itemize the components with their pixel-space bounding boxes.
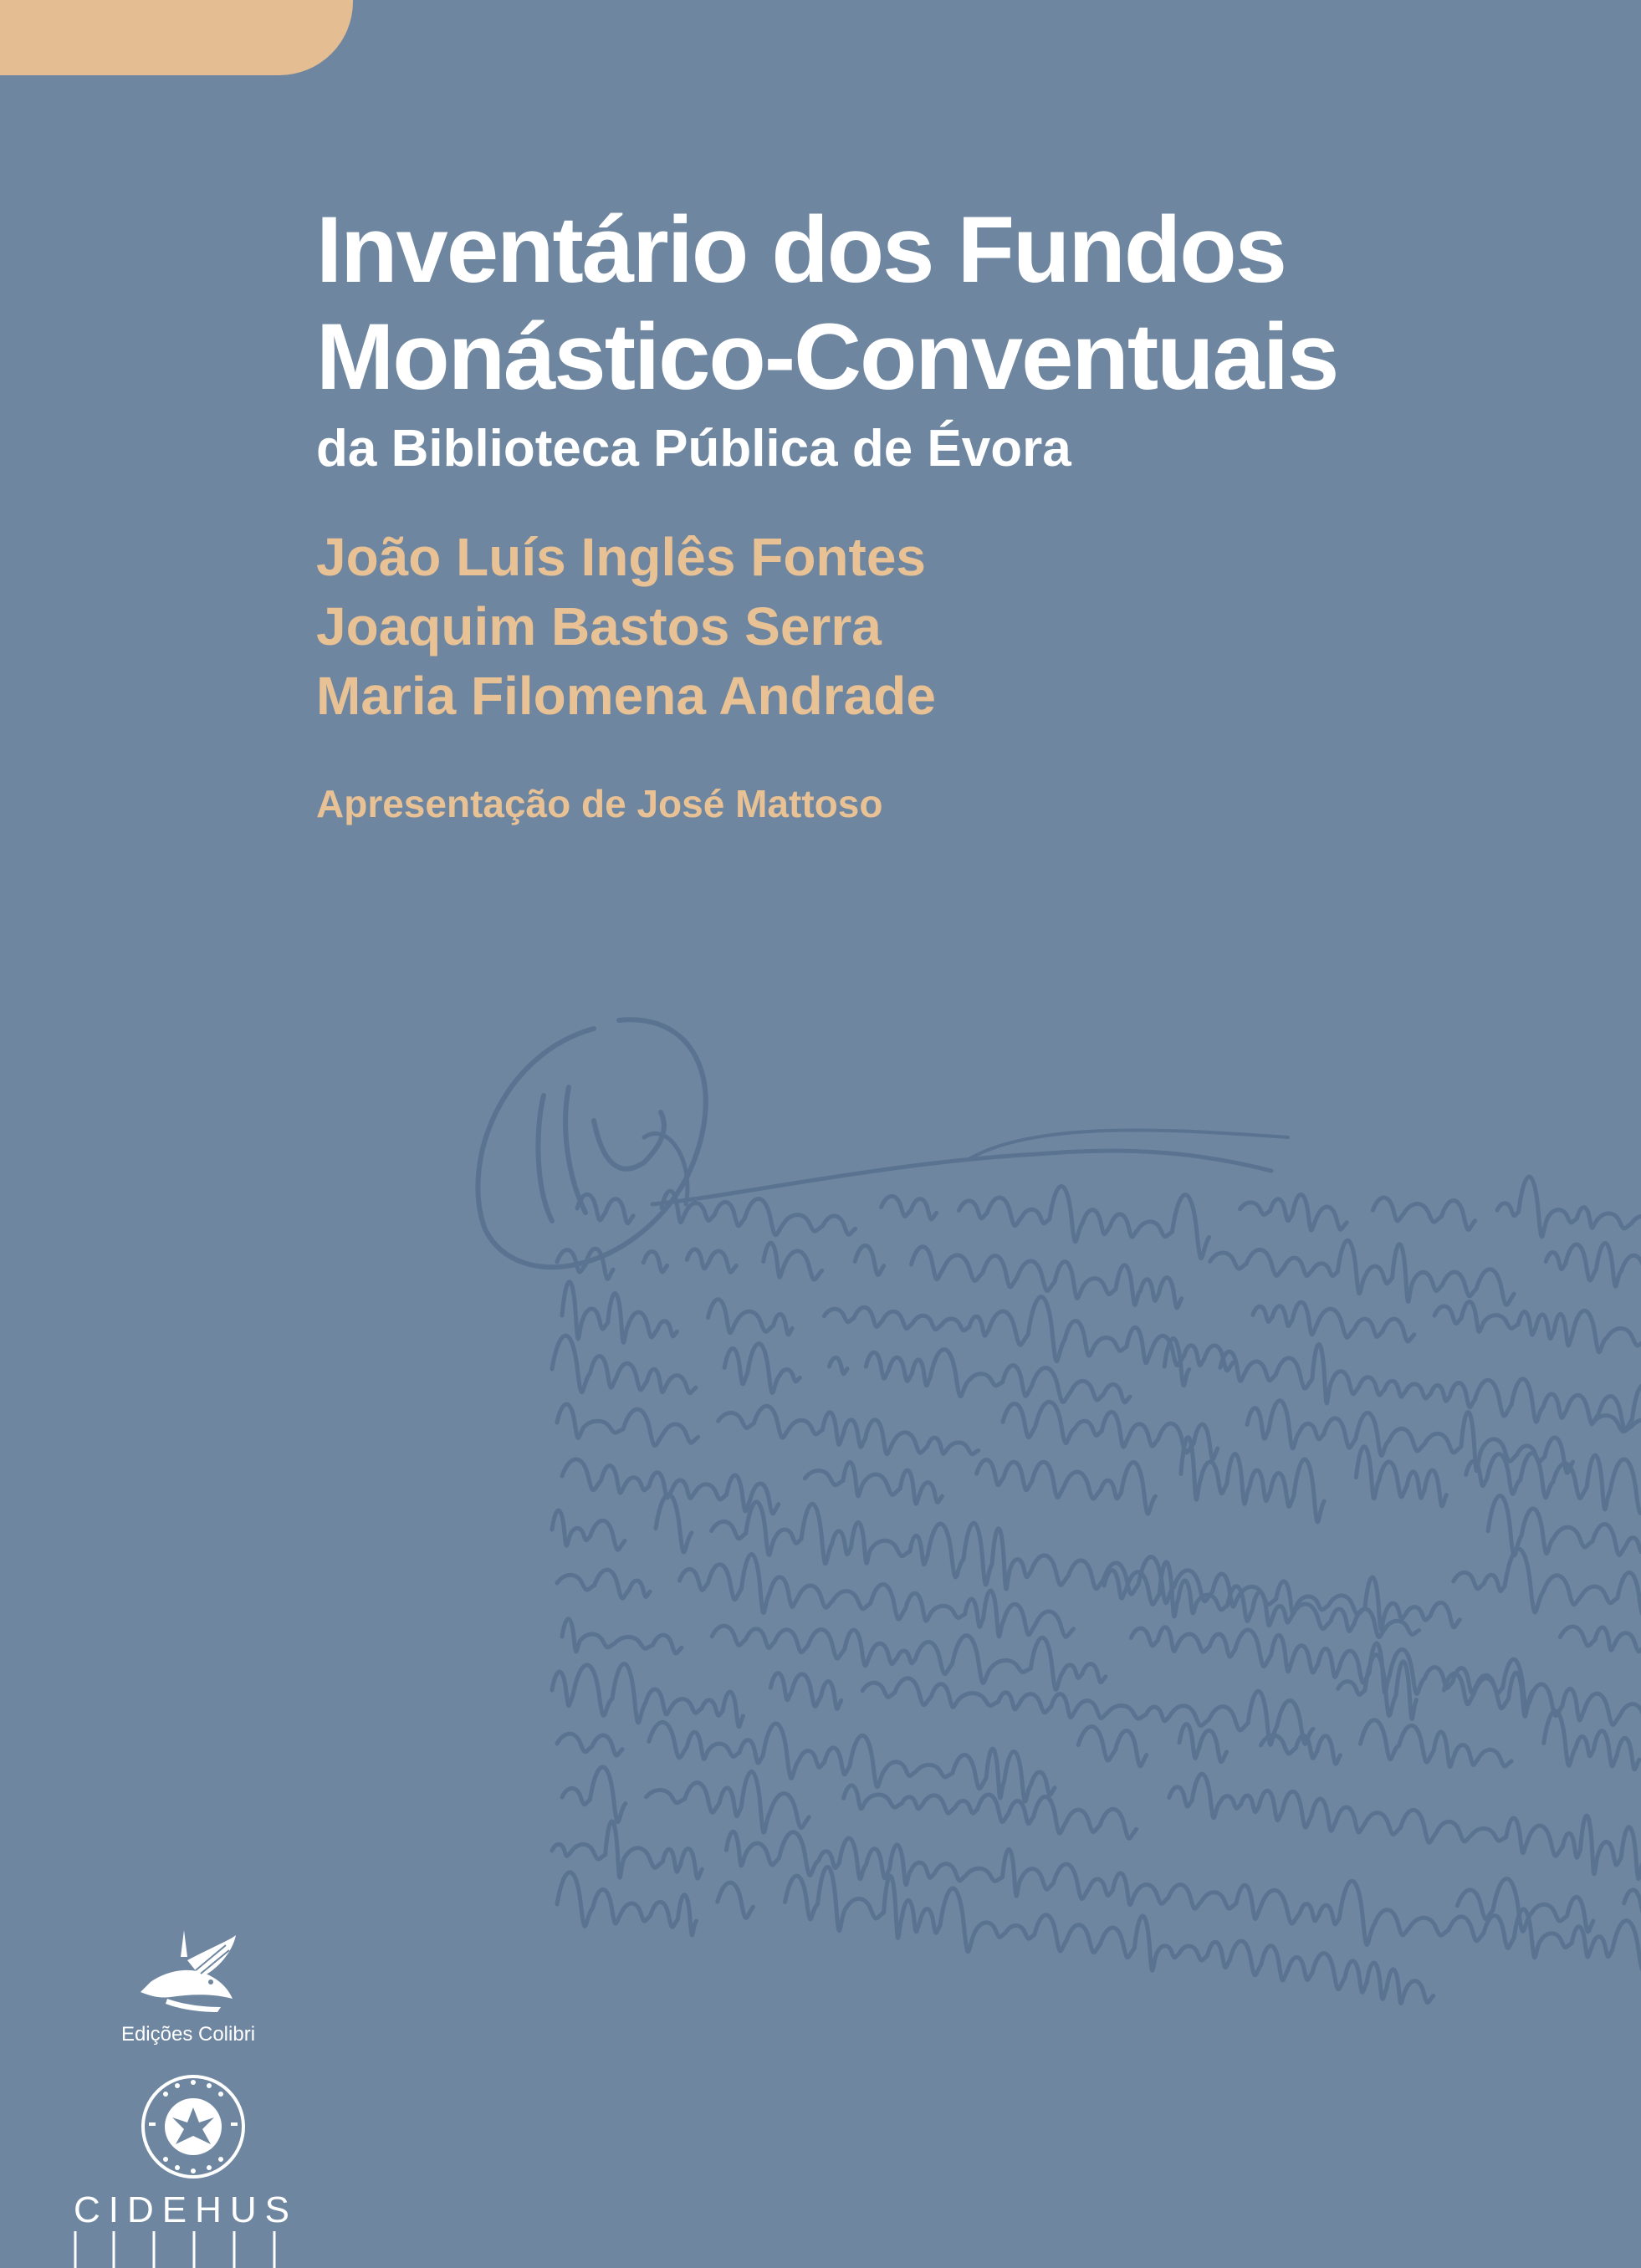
manuscript-script-line xyxy=(557,1867,1641,2003)
manuscript-script-line xyxy=(552,1494,1641,1630)
cidehus-label: CIDEHUS xyxy=(74,2189,299,2230)
hummingbird-icon xyxy=(134,1923,243,2015)
author-list xyxy=(316,523,936,731)
cidehus-lines-icon xyxy=(74,2189,316,2268)
title-line-1: Inventário dos Fundos xyxy=(316,197,1286,302)
manuscript-script-line xyxy=(562,1282,1641,1371)
author-1: João Luís Inglês Fontes xyxy=(316,527,926,587)
manuscript-script-line xyxy=(577,1177,1641,1259)
manuscript-script-line xyxy=(562,1438,1641,1522)
presentation-credit: Apresentação de José Mattoso xyxy=(316,782,883,825)
manuscript-script-line xyxy=(557,1711,1641,1801)
subtitle: da Biblioteca Pública de Évora xyxy=(316,420,1071,478)
manuscript-watermark-icon xyxy=(452,995,1641,2024)
colibri-label: Edições Colibri xyxy=(120,2023,256,2046)
title-block xyxy=(316,197,1571,483)
cidehus-logo xyxy=(74,2189,316,2268)
manuscript-script-line xyxy=(562,1767,1641,1879)
title-line-2: Monástico-Conventuais xyxy=(316,304,1338,409)
author-2: Joaquim Bastos Serra xyxy=(316,596,882,656)
corner-tab xyxy=(0,0,353,75)
manuscript-script-line xyxy=(557,1401,1641,1473)
manuscript-script-line xyxy=(552,1336,1641,1443)
manuscript-script-line xyxy=(562,1619,1641,1707)
author-3: Maria Filomena Andrade xyxy=(316,666,936,726)
manuscript-script-line xyxy=(557,1549,1641,1637)
university-seal-icon xyxy=(141,2074,246,2179)
colibri-publisher-logo xyxy=(109,1923,268,2046)
